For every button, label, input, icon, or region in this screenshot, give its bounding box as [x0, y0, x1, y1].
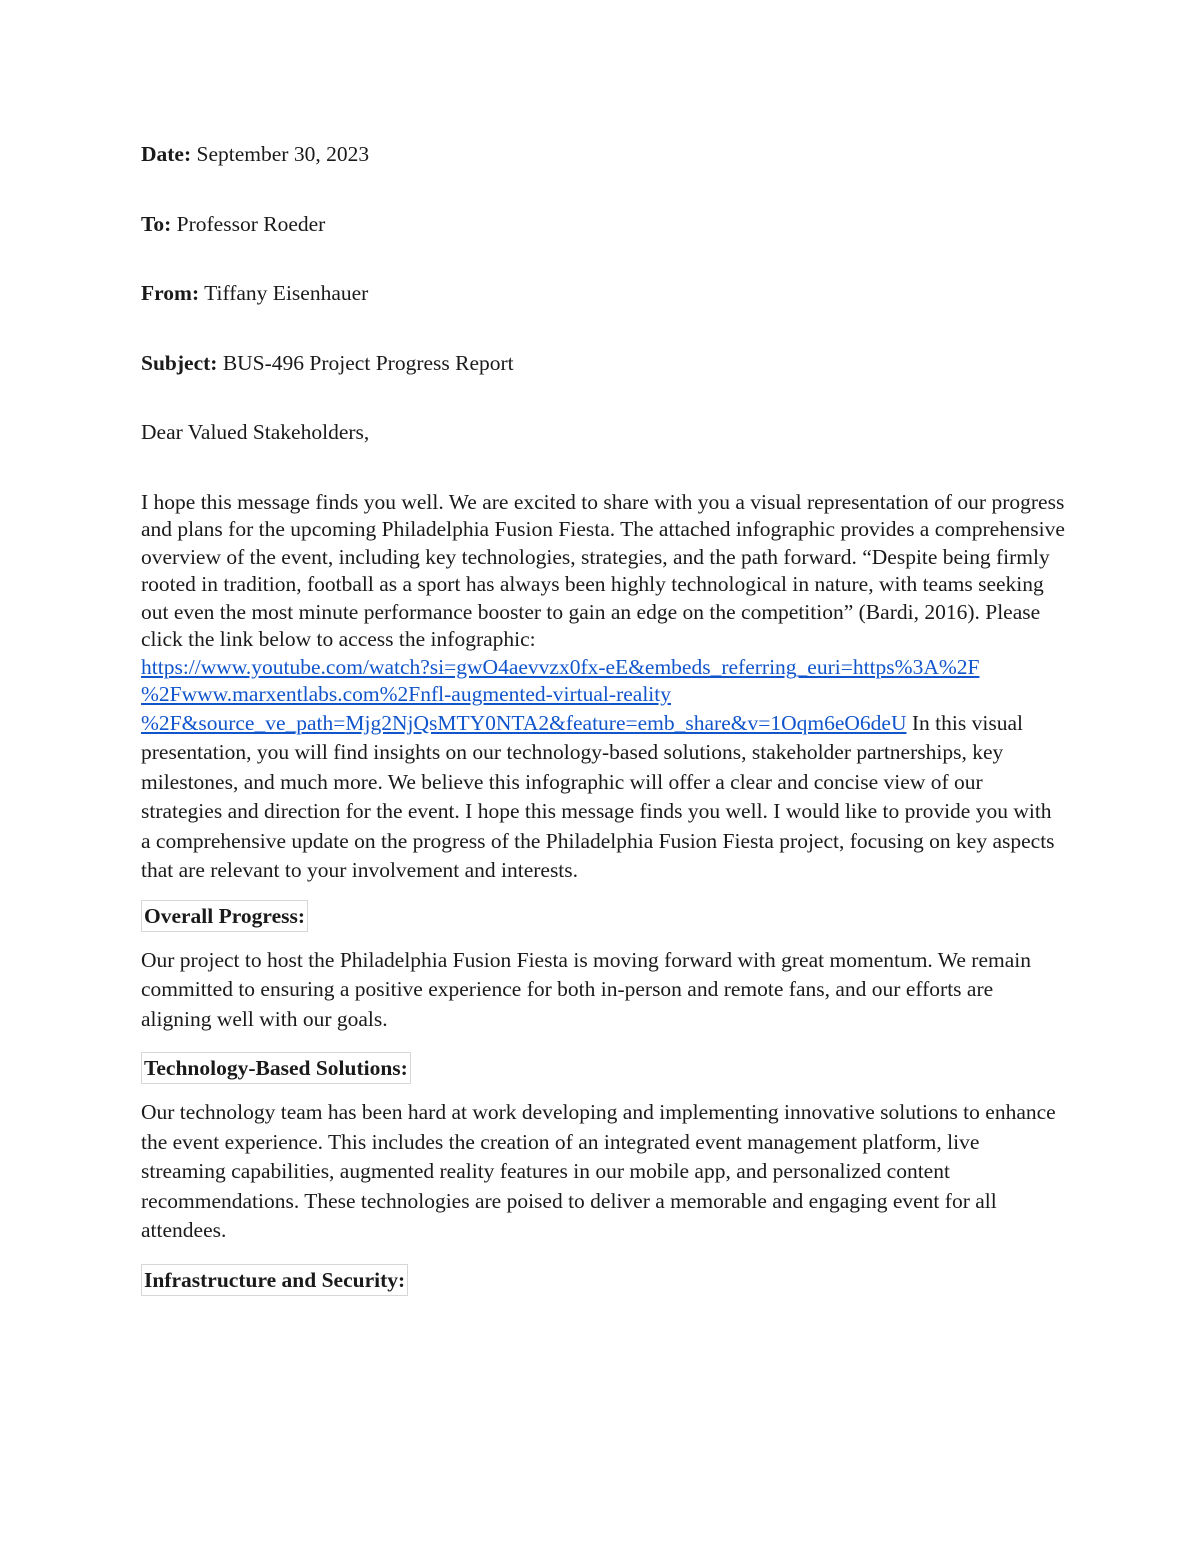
memo-to-value: Professor Roeder [176, 211, 326, 236]
memo-date-value: September 30, 2023 [196, 142, 370, 166]
intro-tail [141, 711, 1055, 883]
memo-from-value: Tiffany Eisenhauer [204, 281, 369, 305]
document-body [141, 141, 1066, 1310]
section-heading-technology-solutions: Technology-Based Solutions: [141, 1052, 411, 1084]
intro-paragraph [141, 489, 1066, 886]
infographic-link-line-2[interactable]: %2Fwww.marxentlabs.com%2Fnfl-augmented-virtual-reality [141, 682, 671, 706]
memo-from-label: From: [141, 281, 200, 305]
memo-to-line [141, 211, 1066, 239]
section-heading-infrastructure-security: Infrastructure and Security: [141, 1264, 408, 1296]
memo-subject-value: BUS-496 Project Progress Report [222, 350, 514, 375]
memo-date-label: Date: [141, 142, 192, 166]
section-heading-overall-progress: Overall Progress: [141, 900, 308, 932]
memo-subject-line [141, 350, 1066, 378]
section-infrastructure-security [141, 1250, 1066, 1310]
intro-text-before-link: I hope this message finds you well. We are excited to share with you a visual representation of our progress and plans for the upcoming Philadelphia Fusion Fiesta. The attached infographic provides a comprehensive overview of the event, including key technologies, strategies, and the path forward. “Despite being firmly rooted in tradition, football as a sport has always been highly technological in nature, with teams seeking out even the most minute performance booster to gain an edge on the competition” (Bardi, 2016). Please click the link below to access the infographic: [141, 489, 1065, 651]
memo-to-label: To: [141, 211, 172, 236]
intro-text-after-link: In this visual presentation, you will find insights on our technology-based solutions, stakeholder partnerships, key milestones, and much more. We believe this infographic will offer a clear and concise view of our strategies and direction for the event. I hope this message finds you well. I would like to provide you with a comprehensive update on the progress of the Philadelphia Fusion Fiesta project, focusing on key aspects that are relevant to your involvement and interests. [141, 710, 1055, 882]
infographic-link-line-1[interactable]: https://www.youtube.com/watch?si=gwO4aevvzx0fx-eE&embeds_referring_euri=https%3A%2F [141, 654, 980, 679]
salutation: Dear Valued Stakeholders, [141, 420, 370, 444]
memo-subject-label: Subject: [141, 350, 218, 375]
memo-from-line [141, 280, 1066, 308]
memo-date-line [141, 141, 1066, 169]
section-overall-progress [141, 886, 1066, 1035]
infographic-link-line-3[interactable]: %2F&source_ve_path=Mjg2NjQsMTY0NTA2&feature=emb_share&v=1Oqm6eO6deU [141, 710, 907, 735]
section-technology-solutions [141, 1038, 1066, 1246]
section-body-overall-progress: Our project to host the Philadelphia Fusion Fiesta is moving forward with great momentum. We remain committed to ensuring a positive experience for both in-person and remote fans, and our efforts are aligning well with our goals. [141, 947, 1031, 1031]
section-body-technology-solutions: Our technology team has been hard at work developing and implementing innovative solutions to enhance the event experience. This includes the creation of an integrated event management platform, live streaming capabilities, augmented reality features in our mobile app, and personalized content recommendations. These technologies are poised to deliver a memorable and engaging event for all attendees. [141, 1100, 1056, 1242]
